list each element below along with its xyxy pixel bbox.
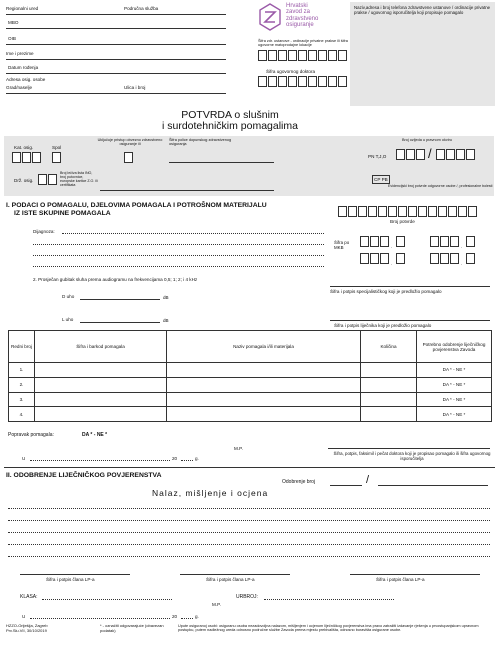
row-number: 2.	[9, 377, 35, 392]
luho-label: L uho	[62, 317, 74, 322]
popravak-label: Popravak pomagala:	[8, 432, 54, 438]
section1-heading-1: I. PODACI O POMAGALU, DJELOVIMA POMAGALA I POTROŠNOM MATERIJALU	[6, 202, 267, 209]
urbroj-line[interactable]	[264, 599, 394, 600]
sig-a-line[interactable]	[20, 574, 130, 575]
sig-c-label: Šifra i potpis člana LP-a	[376, 577, 425, 582]
cp-label: CP PB	[374, 177, 388, 182]
reg-office-line	[6, 14, 226, 15]
mkb-cells-6[interactable]	[396, 253, 405, 264]
cat-ins-label: Kat. osig.	[14, 145, 34, 150]
row-kolicina-cell[interactable]	[361, 377, 417, 392]
dob-line[interactable]	[6, 73, 226, 74]
odobrenje-slash: /	[366, 474, 370, 486]
nalaz-label: Nalaz, mišljenje i ocjena	[152, 488, 269, 498]
institution-code-label: Šifra zdr. ustanove - ordinacije privatne prakse ili šifra ugovorne matoprodajne lokacije	[258, 39, 348, 48]
urbroj-label: URBROJ:	[236, 594, 258, 600]
mkb-dot-2: .	[461, 244, 463, 249]
mp-label-2: M.P.	[212, 602, 221, 607]
basis-label: Uključuje pristup obvezno zdravstveno osiguranje ili	[97, 138, 163, 147]
dob-label: Datum rođenja	[8, 65, 39, 70]
row-number: 3.	[9, 392, 35, 407]
table-row	[9, 407, 492, 422]
nalaz-line-2[interactable]	[8, 520, 490, 521]
name-line[interactable]	[6, 59, 226, 60]
broj-potvrde-cells[interactable]	[338, 206, 477, 217]
g-label-1: g.	[195, 456, 199, 461]
broj-potvrde-label: Broj potvrde	[390, 219, 415, 224]
branch-label: Područna služba	[124, 6, 159, 11]
row-yesno[interactable]: DA * - NE *	[417, 377, 492, 392]
eu-line[interactable]	[100, 190, 274, 191]
mp-label-1: M.P.	[234, 446, 243, 451]
row-naziv-cell[interactable]	[167, 392, 361, 407]
mkb-dot-4: .	[461, 261, 463, 266]
sign1-label: Šifra i potpis specijalističkog koji je predložio pomagalo	[330, 289, 442, 294]
u-line-1[interactable]	[30, 460, 170, 461]
mkb-dot-1: .	[391, 244, 393, 249]
logo-line-4: osiguranje	[286, 22, 314, 29]
row-kolicina-cell[interactable]	[361, 363, 417, 378]
drz-cells[interactable]	[38, 174, 57, 185]
row-number: 1.	[9, 363, 35, 378]
sign2-label: Šifra i potpis liječnika koji je predložio pomagalo	[334, 323, 432, 328]
popravak-value[interactable]: DA * - NE *	[82, 432, 108, 438]
sign1-line[interactable]	[330, 286, 490, 287]
row-sifra-cell[interactable]	[35, 377, 167, 392]
row-naziv-cell[interactable]	[167, 363, 361, 378]
mkb-dot-3: .	[391, 261, 393, 266]
footer-mark: * - označiti odgovarajuće (obavezan podatak)	[100, 623, 164, 633]
odobrenje-label: Odobrenje broj	[282, 479, 316, 485]
row-kolicina-cell[interactable]	[361, 407, 417, 422]
luho-line[interactable]	[80, 322, 160, 323]
spol-label: Spol	[52, 145, 62, 150]
pn-label: PN T,J,O	[368, 154, 387, 159]
section2-heading: II. ODOBRENJE LIJEČNIČKOG POVJERENSTVA	[6, 472, 162, 479]
institution-code-cells[interactable]	[258, 50, 347, 61]
city-label: Grad/naselje	[6, 85, 33, 90]
mbo-label: MBO	[8, 20, 19, 25]
spol-cell[interactable]	[52, 152, 61, 163]
luho-db: dB	[163, 318, 169, 323]
duho-db: dB	[163, 295, 169, 300]
nalaz-line-1[interactable]	[8, 508, 490, 509]
pn-cells-b[interactable]	[436, 149, 475, 160]
dijagnoza-line-2[interactable]	[33, 244, 324, 245]
g-label-2: g.	[195, 614, 199, 619]
mkb-cells-4[interactable]	[466, 236, 475, 247]
address-line[interactable]	[6, 93, 226, 94]
year-line-2[interactable]	[181, 618, 193, 619]
table-row	[9, 392, 492, 407]
issuer-box[interactable]	[350, 2, 495, 106]
footer-form: HZZO-Oriješija, Zagreb	[6, 623, 48, 628]
evid-label: Evidencijski broj potvrde odgovorne osobe /, profesionalne bolesti	[388, 184, 493, 188]
footer-date: Prv.Slu.VII, 30/10/2019	[6, 628, 47, 633]
sig-c-line[interactable]	[350, 574, 480, 575]
sig-a-label: Šifra i potpis člana LP-a	[46, 577, 95, 582]
col-kolicina: Količina	[361, 331, 417, 363]
sign3-line[interactable]	[328, 448, 490, 449]
section1-heading-2: IZ ISTE SKUPINE POMAGALA	[14, 210, 111, 217]
supp-ins-line[interactable]	[169, 162, 274, 163]
row-yesno[interactable]: DA * - NE *	[417, 363, 492, 378]
drz-label: Drž. osig.	[14, 178, 34, 183]
u-line-2[interactable]	[30, 618, 170, 619]
supp-ins-label: Šifra police dopunskog zdravstvenog osiguranja	[169, 138, 232, 147]
row-naziv-cell[interactable]	[167, 407, 361, 422]
col-naziv: Naziv pomagala i/ili materijala	[167, 331, 361, 363]
row-sifra-cell[interactable]	[35, 407, 167, 422]
footer-note: Upute osiguranoj osobi: osiguranu osoba nezadovoljna nalazom, mišljenjem i ocjenom liječničkog povjerenstva ima pravo zatražiti izdavanje rješenja u prvostupanjskom upravnom postupku, putem nadležnog ureda odnosno područne službe Zavoda prema mjestu prebivališta, odnosno boravišta osigurane osobe.	[178, 624, 479, 633]
contract-doctor-label: Šifra ugovornog doktora	[266, 69, 316, 74]
duho-label: D uho	[62, 294, 75, 299]
table-row	[9, 363, 492, 378]
col-redni: Redni broj	[9, 331, 35, 363]
dijagnoza-label: Dijagnoza:	[33, 229, 55, 234]
row-number: 4.	[9, 407, 35, 422]
sifra-mkb-label: Šifra po MKB	[334, 240, 350, 250]
address-label: Adresa osig. osobe	[6, 77, 46, 82]
pn-slash: /	[428, 146, 432, 161]
document-title	[130, 110, 330, 132]
dijagnoza-line-3[interactable]	[33, 255, 324, 256]
hzzo-logo-icon	[258, 3, 282, 31]
name-label: Ime i prezime	[6, 51, 34, 56]
dijagnoza-line-4[interactable]	[33, 266, 324, 267]
cat-ins-cells[interactable]	[12, 152, 41, 163]
odobrenje-line-a[interactable]	[330, 485, 362, 486]
sign2-line[interactable]	[330, 320, 490, 321]
nalaz-line-4[interactable]	[8, 544, 490, 545]
row-sifra-cell[interactable]	[35, 363, 167, 378]
row-yesno[interactable]: DA * - NE *	[417, 392, 492, 407]
logo-line-3: zdravstveno	[286, 15, 319, 22]
logo-line-1: Hrvatski	[286, 3, 308, 9]
col-odobrenje: Potrebno odobrenje liječničkog povjerenstva Zavoda	[417, 331, 492, 363]
eu-label: Broj lečiva lista INO, broj putovnice, europske kartice Z.O. ili certifikata	[60, 171, 98, 188]
u-label-2: U	[22, 614, 26, 619]
mbo-line[interactable]	[6, 28, 226, 29]
dijagnoza-line-1[interactable]	[62, 233, 324, 234]
mkb-cells-2[interactable]	[396, 236, 405, 247]
logo-line-2: zavod za	[286, 9, 311, 16]
street-label: Ulica i broj	[124, 85, 146, 90]
oib-line[interactable]	[6, 44, 226, 45]
pn-cells-a[interactable]	[396, 149, 425, 160]
section1-heading	[6, 202, 267, 218]
section-divider	[4, 467, 495, 468]
insurance-panel	[4, 136, 494, 196]
mkb-cells-8[interactable]	[466, 253, 475, 264]
klasa-label: KLASA:	[20, 594, 38, 600]
row-sifra-cell[interactable]	[35, 392, 167, 407]
sig-b-line[interactable]	[180, 574, 290, 575]
u-label-1: U	[22, 456, 26, 461]
items-table	[8, 330, 492, 422]
hearing-loss-label: 2. Prosječan gubitak sluha prema audiogramu na frekvencijama 0,5; 1; 2; i 4 kHz	[33, 277, 198, 282]
mkb-cells-3[interactable]	[430, 236, 459, 247]
issuer-box-label: Naziv,adresa i broj telefona zdravstvene ustanove / ordinacije privatne prakse / ugovornog isporučitelja koji propisuje pomagalo	[354, 5, 491, 16]
odobrenje-line-b[interactable]	[378, 485, 488, 486]
reg-office-label: Regionalni ured	[6, 6, 39, 11]
title-line-2: i surdotehničkim pomagalima	[162, 120, 298, 132]
nalaz-line-3[interactable]	[8, 532, 490, 533]
col-sifra: Šifra i barkod pomagala	[35, 331, 167, 363]
duho-line[interactable]	[80, 299, 160, 300]
mkb-cells-5[interactable]	[360, 253, 389, 264]
year-label-2: 20	[172, 614, 178, 619]
mkb-cells-1[interactable]	[360, 236, 389, 247]
klasa-line[interactable]	[42, 599, 172, 600]
basis-cell[interactable]	[124, 152, 133, 163]
legal-label: Broj ozljeda u pravnom okviru	[401, 138, 453, 142]
row-kolicina-cell[interactable]	[361, 392, 417, 407]
row-yesno[interactable]: DA * - NE *	[417, 407, 492, 422]
row-naziv-cell[interactable]	[167, 377, 361, 392]
title-line-1: POTVRDA o slušnim	[181, 109, 279, 121]
oib-label: OIB	[8, 36, 16, 41]
year-line-1[interactable]	[181, 460, 193, 461]
contract-doctor-cells[interactable]	[258, 76, 347, 87]
footer	[4, 623, 495, 645]
table-row	[9, 377, 492, 392]
logo-text	[286, 3, 318, 29]
sign3-label: Šifra, potpis, faksimil i pečat doktora koji je propisao pomagalo ili šifra ugovornog isporučitelja	[333, 451, 491, 462]
nalaz-line-5[interactable]	[8, 556, 490, 557]
year-label-1: 20	[172, 456, 178, 461]
sig-b-label: Šifra i potpis člana LP-a	[206, 577, 255, 582]
mkb-cells-7[interactable]	[430, 253, 459, 264]
institution-block	[256, 2, 348, 92]
